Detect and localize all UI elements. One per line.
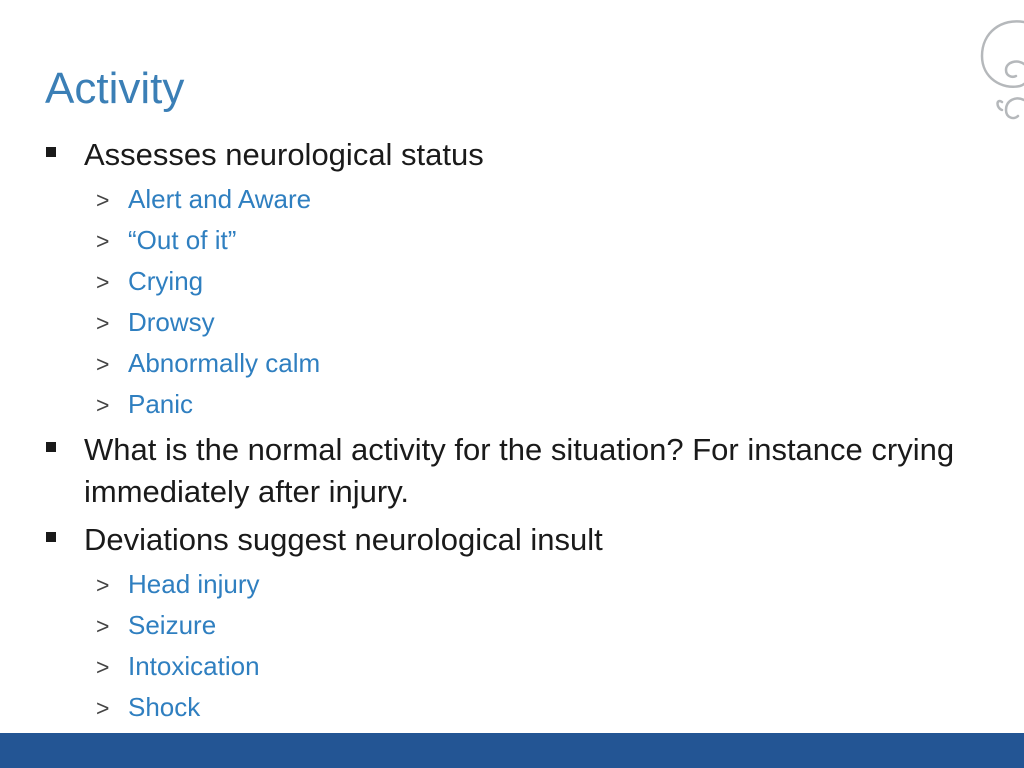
square-bullet-icon [46,442,56,452]
bullet-point-text: Deviations suggest neurological insult [84,522,603,557]
chevron-marker-icon: > [96,613,110,639]
sub-point-text: Seizure [128,610,217,640]
sub-point-text: Crying [128,266,204,296]
sub-point [96,689,200,726]
sub-point-text: “Out of it” [128,225,237,255]
sub-point-text: Head injury [128,569,260,599]
sub-point [96,648,260,685]
chevron-marker-icon: > [96,392,110,418]
chevron-marker-icon: > [96,310,110,336]
chevron-marker-icon: > [96,654,110,680]
sub-point [96,607,216,644]
sub-point [96,345,320,382]
square-bullet-icon [46,147,56,157]
square-bullet-icon [46,532,56,542]
sub-point-text: Drowsy [128,307,215,337]
footer-bar [0,733,1024,768]
chevron-marker-icon: > [96,695,110,721]
sub-point [96,222,236,259]
sub-point [96,304,215,341]
slide-title: Activity [45,64,185,113]
chevron-marker-icon: > [96,269,110,295]
sub-point [96,386,193,423]
chevron-marker-icon: > [96,187,110,213]
sub-point-text: Intoxication [128,651,260,681]
chevron-marker-icon: > [96,572,110,598]
bullet-point-3 [46,519,986,561]
sub-point [96,181,311,218]
sub-point [96,566,260,603]
chevron-marker-icon: > [96,228,110,254]
bullet-point-2 [46,429,986,513]
sub-point-text: Abnormally calm [128,348,321,378]
chevron-marker-icon: > [96,351,110,377]
sub-point-text: Alert and Aware [128,184,312,214]
sub-point-text: Shock [128,692,201,722]
bullet-point-text: What is the normal activity for the situation? For instance crying immediately after injury. [84,432,955,509]
sub-point [96,263,203,300]
bullet-point-text: Assesses neurological status [84,137,484,172]
spiral-swirl-icon [972,14,1024,124]
sub-point-text: Panic [128,389,194,419]
bullet-point-1 [46,134,986,176]
